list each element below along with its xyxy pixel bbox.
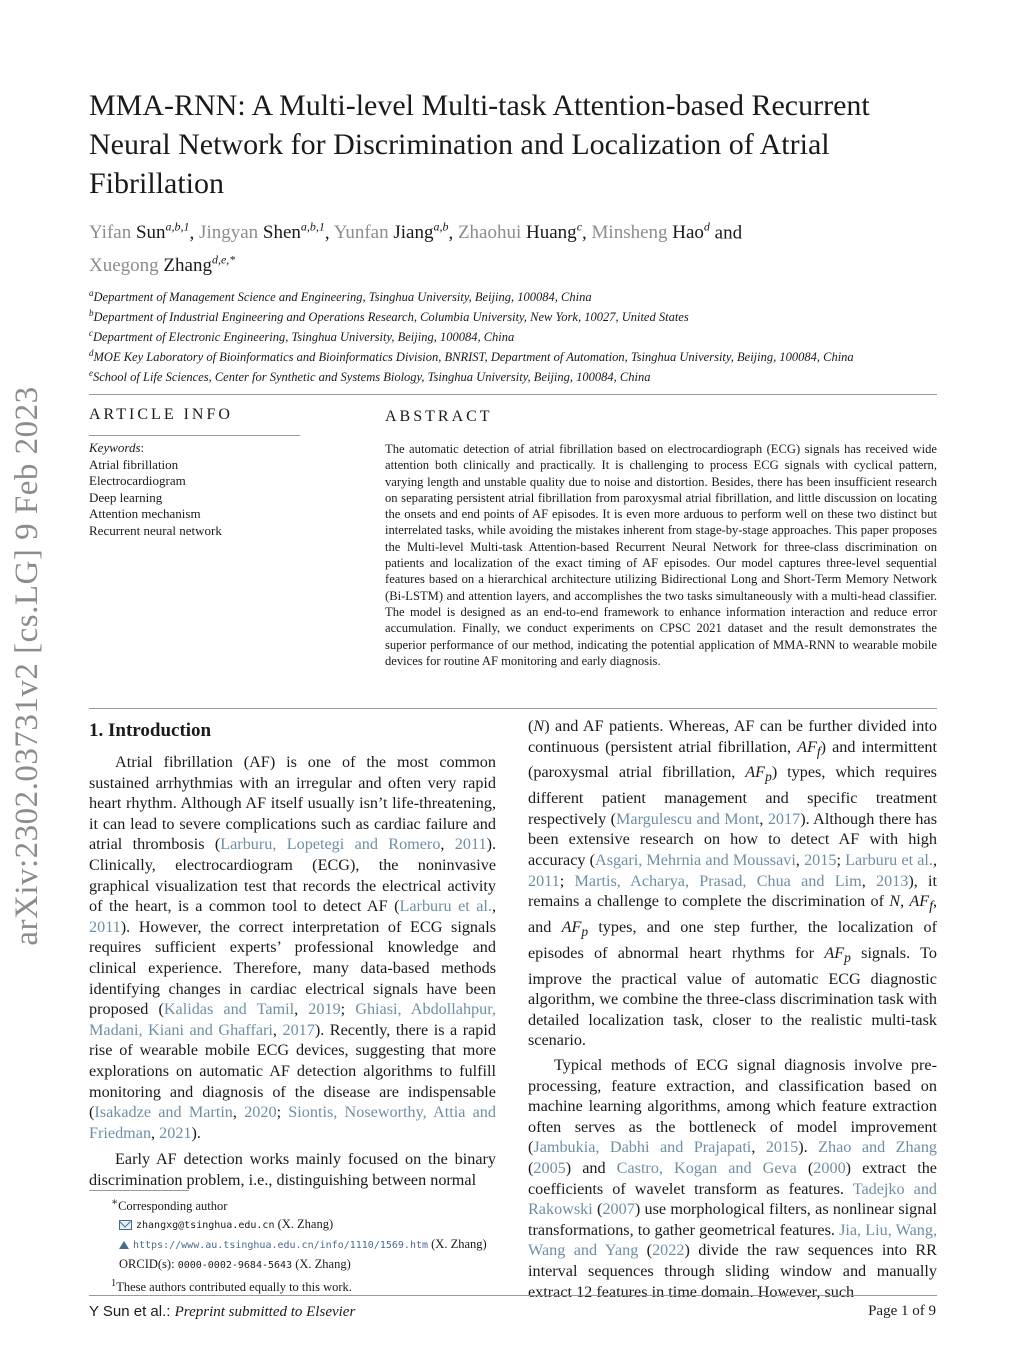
home-icon — [119, 1241, 129, 1249]
keyword: Electrocardiogram — [89, 473, 186, 488]
keywords-label: Keywords — [89, 440, 141, 455]
citation-link[interactable]: Tadejko and Rakowski — [528, 1179, 938, 1219]
footnote-divider — [89, 1190, 189, 1191]
citation-link[interactable]: Castro, Kogan and Geva — [616, 1159, 797, 1178]
mail-icon — [119, 1220, 132, 1230]
citation-link[interactable]: 2022 — [652, 1241, 685, 1260]
citation-link[interactable]: 2011 — [454, 835, 487, 854]
footer-citation: Y Sun et al.: Preprint submitted to Elsevier — [89, 1303, 356, 1320]
orcid-line: ORCID(s): 0000-0002-9684-5643 (X. Zhang) — [119, 1257, 351, 1272]
citation-link[interactable]: 2000 — [813, 1159, 846, 1178]
author[interactable]: Zhaohui Huang$^c$ — [457, 220, 583, 244]
citation-link[interactable]: 2005 — [533, 1159, 566, 1178]
equal-contribution-note: $^1$These authors contributed equally to this work. — [111, 1278, 352, 1295]
citation-link[interactable]: Larburu et al. — [845, 851, 933, 870]
keywords-block: Keywords: Atrial fibrillation Electrocardiogram Deep learning Attention mechanism Recurrent neural network — [89, 440, 299, 539]
author-list: Yifan Sun$^{a,b,1}$, Jingyan Shen$^{a,b,1}$, Yunfan Jiang$^{a,b}$, Zhaohui Huang$^c$, Minsheng Hao$^d$ and Xuegong Zhang$^{d,e,*}$ — [89, 220, 743, 276]
citation-link[interactable]: Jia, Liu, Wang, Wang and Yang — [528, 1220, 938, 1260]
left-column — [89, 716, 496, 1190]
author[interactable]: Yifan Sun$^{a,b,1}$ — [89, 220, 190, 244]
divider — [89, 435, 300, 436]
citation-link[interactable]: 2019 — [308, 1000, 341, 1019]
affiliation-list — [89, 283, 959, 383]
paragraph: Atrial fibrillation (AF) is one of the most common sustained arrhythmias with an irregular and often very rapid heart rhythm. Although AF itself usually isn’t life-threatening, it can lead to severe complications such as cardiac failure and atrial thrombosis (Larburu, Lopetegi and Romero, 2011). Clinically, electrocardiogram (ECG), the noninvasive graphical visualization test that records the electrical activity of the heart, is a common tool to detect AF (Larburu et al., 2011). However, the correct interpretation of ECG signals requires sufficient experts’ professional knowledge and clinical experience. Therefore, many data-based methods identifying changes in cardiac electrical signals have been proposed (Kalidas and Tamil, 2019; Ghiasi, Abdollahpur, Madani, Kiani and Ghaffari, 2017). Recently, there is a rapid rise of wearable mobile ECG devices, suggesting that more explorations on automatic AF detection algorithms to fulfill monitoring and diagnosis of the disease are indispensable (Isakadze and Martin, 2020; Siontis, Noseworthy, Attia and Friedman, 2021). — [89, 753, 497, 1142]
paper-title: MMA-RNN: A Multi-level Multi-task Attention-based Recurrent Neural Network for Discrimination and Localization of Atrial Fibrillation — [89, 89, 870, 200]
email-line: zhangxg@tsinghua.edu.cn (X. Zhang) — [89, 1215, 509, 1235]
citation-link[interactable]: Larburu et al. — [399, 897, 492, 916]
citation-link[interactable]: Asgari, Mehrnia and Moussavi — [595, 851, 796, 870]
arxiv-stamp: arXiv:2302.03731v2 [cs.LG] 9 Feb 2023 — [9, 386, 45, 946]
keyword: Atrial fibrillation — [89, 456, 179, 472]
paragraph: (N) and AF patients. Whereas, AF can be further divided into continuous (persistent atrial fibrillation, $AF_f$) and intermittent (paroxysmal atrial fibrillation, $AF_p$) types, which requires different patient management and specific treatment respectively (Margulescu and Mont, 2017). Although there has been extensive research on how to detect AF with high accuracy (Asgari, Mehrnia and Moussavi, 2015; Larburu et al., 2011; Martis, Acharya, Prasad, Chua and Lim, 2013), it remains a challenge to complete the discrimination of N, $AF_f$, and $AF_p$ types, and one step further, the localization of episodes of abnormal heart rhythms for $AF_p$ signals. To improve the practical value of automatic ECG diagnostic algorithm, we combine the three-class discrimination task with detailed localization task, closer to the realistic multi-task scenario. — [528, 717, 938, 1050]
citation-link[interactable]: Zhao and Zhang — [818, 1138, 938, 1157]
url-line: https://www.au.tsinghua.edu.cn/info/1110/1569.htm (X. Zhang) — [89, 1235, 509, 1255]
author[interactable]: Xuegong Zhang$^{d,e,*}$ — [89, 252, 236, 276]
orcid-id[interactable]: 0000-0002-9684-5643 — [177, 1260, 293, 1272]
affiliation: $^a$Department of Management Science and Engineering, Tsinghua University, Beijing, 100084, China — [89, 288, 592, 305]
divider — [89, 394, 937, 395]
author[interactable]: Yunfan Jiang$^{a,b}$ — [333, 220, 449, 244]
paragraph: Typical methods of ECG signal diagnosis involve pre-processing, feature extraction, and classification based on machine learning algorithms, among which feature extraction often serves as the bottleneck of model improvement (Jambukia, Dabhi and Prajapati, 2015). Zhao and Zhang (2005) and Castro, Kogan and Geva (2000) extract the coefficients of wavelet transform as features. Tadejko and Rakowski (2007) use morphological filters, as nonlinear signal transformations, to gather geometrical features. Jia, Liu, Wang, Wang and Yang (2022) divide the raw sequences into RR interval sequences through sliding window and manually extract 12 features in time domain. However, such — [528, 1056, 938, 1301]
article-info-heading: ARTICLE INFO — [89, 406, 233, 423]
affiliation: $^c$Department of Electronic Engineering, Tsinghua University, Beijing, 100084, China — [89, 328, 515, 345]
email-link[interactable]: zhangxg@tsinghua.edu.cn — [136, 1220, 275, 1232]
citation-link[interactable]: Kalidas and Tamil — [163, 1000, 295, 1019]
citation-link[interactable]: 2021 — [159, 1123, 192, 1142]
section-heading: 1. Introduction — [89, 720, 212, 741]
citation-link[interactable]: Jambukia, Dabhi and Prajapati — [533, 1138, 752, 1157]
citation-link[interactable]: 2020 — [244, 1103, 277, 1122]
citation-link[interactable]: Siontis, Noseworthy, Attia and Friedman — [89, 1103, 496, 1142]
citation-link[interactable]: 2007 — [602, 1200, 635, 1219]
page-number: Page 1 of 9 — [868, 1303, 936, 1319]
citation-link[interactable]: 2017 — [282, 1020, 315, 1039]
footnotes — [89, 1194, 509, 1296]
footer-divider — [89, 1295, 937, 1296]
keyword: Recurrent neural network — [89, 522, 222, 538]
author[interactable]: Minsheng Hao$^d$ — [591, 220, 710, 244]
citation-link[interactable]: 2013 — [875, 871, 909, 890]
right-column — [528, 716, 937, 1302]
citation-link[interactable]: 2011 — [528, 871, 560, 890]
citation-link[interactable]: Isakadze and Martin — [94, 1103, 233, 1122]
keyword: Attention mechanism — [89, 506, 201, 521]
abstract-text: The automatic detection of atrial fibrillation based on electrocardiograph (ECG) signals has received wide attention both clinically and practically. It is challenging to process ECG signals with cyclical pattern, varying length and unstable quality due to noise and distortion. Besides, there has been insufficient research on separating persistent atrial fibrillation from paroxysmal atrial fibrillation, and little discussion on locating the onsets and end points of AF episodes. It is even more arduous to perform well on these two distinct but interrelated tasks, while avoiding the mistakes inherent from stage-by-stage approaches. This paper proposes the Multi-level Multi-task Attention-based Recurrent Neural Network for three-class discrimination on patients and localization of the exact timing of AF episodes. Our model captures three-level sequential features based on a hierarchical architecture utilizing Bidirectional Long and Short-Term Memory Network (Bi-LSTM) and attention layers, and accomplishes the two tasks simultaneously with a multi-head classifier. The model is designed as an end-to-end framework to enhance information interaction and reduce error accumulation. Finally, we conduct experiments on CPSC 2021 dataset and the result demonstrates the superior performance of our method, indicating the potential application of MMA-RNN to wearable mobile devices for routine AF monitoring and early diagnosis. — [385, 442, 937, 668]
corresponding-author-note: ∗Corresponding author — [111, 1197, 228, 1214]
paragraph: Early AF detection works mainly focused on the binary discrimination problem, i.e., distinguishing between normal — [89, 1150, 496, 1189]
citation-link[interactable]: 2015 — [804, 851, 837, 870]
citation-link[interactable]: Martis, Acharya, Prasad, Chua and Lim — [574, 871, 862, 890]
affiliation: $^e$School of Life Sciences, Center for Synthetic and Systems Biology, Tsinghua University, Beijing, 100084, China — [89, 368, 651, 385]
affiliation: $^b$Department of Industrial Engineering and Operations Research, Columbia University, New York, 10027, United States — [89, 308, 689, 325]
author[interactable]: Jingyan Shen$^{a,b,1}$ — [199, 220, 325, 244]
abstract-heading: ABSTRACT — [385, 408, 493, 425]
keyword: Deep learning — [89, 489, 163, 505]
affiliation: $^d$MOE Key Laboratory of Bioinformatics and Bioinformatics Division, BNRIST, Department of Automation, Tsinghua University, Beijing, 100084, China — [89, 348, 854, 365]
citation-link[interactable]: 2017 — [767, 809, 801, 828]
citation-link[interactable]: Ghiasi, Abdollahpur, Madani, Kiani and Ghaffari — [89, 1000, 497, 1039]
homepage-link[interactable]: https://www.au.tsinghua.edu.cn/info/1110/1569.htm — [133, 1240, 429, 1252]
citation-link[interactable]: Larburu, Lopetegi and Romero — [220, 835, 441, 854]
citation-link[interactable]: Margulescu and Mont — [616, 809, 760, 828]
citation-link[interactable]: 2015 — [765, 1138, 799, 1157]
divider — [89, 708, 937, 709]
citation-link[interactable]: 2011 — [89, 917, 121, 936]
